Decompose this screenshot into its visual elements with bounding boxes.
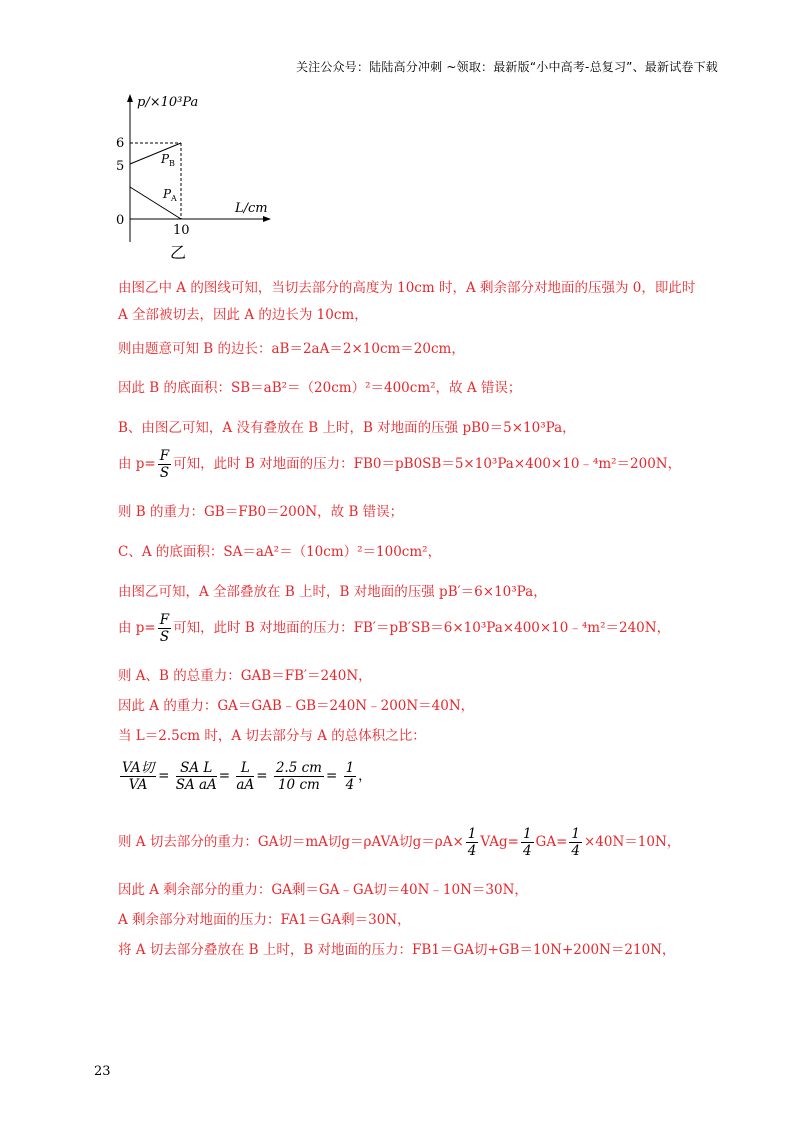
text-line: 当 L＝2.5cm 时，A 切去部分与 A 的总体积之比：	[118, 728, 426, 744]
graph-caption: 乙	[170, 243, 187, 262]
ytick-6: 6	[116, 136, 125, 151]
text-line: 则由题意可知 B 的边长：aB＝2aA＝2×10cm＝20cm，	[118, 341, 465, 357]
formula-line	[118, 448, 681, 481]
pb-sub: B	[169, 159, 175, 168]
fraction-f-over-s: $\frac{F}{S}$	[159, 612, 170, 645]
xtick-10: 10	[173, 223, 190, 238]
text-line: 因此 A 剩余部分的重力：GA剩＝GA﹣GA切＝40N﹣10N＝30N，	[118, 882, 528, 898]
formula-line: 则 A 切去部分的重力：GA切＝mA切g＝ρAVA切g＝ρA× $\frac{1}{4}$ VAg= $\frac{1}{4}$ GA= $\frac{1}{4}$ ×40N＝10N，	[118, 826, 681, 859]
text-line: 可知，此时 B 对地面的压力：FB0＝pB0SB＝5×10³Pa×400×10﹣⁴m²＝200N，	[173, 456, 682, 472]
pa-sub: A	[171, 194, 177, 203]
p-eq-label: 由 p=	[118, 456, 156, 472]
formula-line	[118, 612, 670, 645]
graph-xlabel: L/cm	[235, 201, 268, 216]
pb-label: P	[161, 152, 170, 166]
fraction-f-over-s: $\frac{F}{S}$	[159, 448, 170, 481]
text-line: 可知，此时 B 对地面的压力：FB′＝pB′SB＝6×10³Pa×400×10﹣⁴m²＝240N，	[173, 620, 671, 636]
text-line: C、A 的底面积：SA＝aA²＝（10cm）²＝100cm²，	[118, 544, 442, 560]
text-line: 由图乙可知，A 全部叠放在 B 上时，B 对地面的压强 pB′＝6×10³Pa，	[118, 584, 547, 600]
pressure-graph	[105, 92, 285, 262]
text-line: B、由图乙可知，A 没有叠放在 B 上时，B 对地面的压强 pB0＝5×10³Pa，	[118, 420, 576, 436]
text-line: 将 A 切去部分叠放在 B 上时，B 对地面的压力：FB1＝GA切+GB＝10N+200N＝210N，	[118, 942, 676, 958]
page-header: 关注公众号：陆陆高分冲刺 ~领取：最新版“小中高考-总复习”、最新试卷下载	[295, 60, 718, 74]
graph-ylabel: p/×10³Pa	[137, 95, 199, 110]
p-eq-label: 由 p=	[118, 620, 156, 636]
text-line: 由图乙中 A 的图线可知，当切去部分的高度为 10cm 时，A 剩余部分对地面的压强为 0，即此时	[118, 280, 696, 296]
text-line: A 剩余部分对地面的压力：FA1＝GA剩＝30N，	[118, 912, 411, 928]
text-line: 则 A、B 的总重力：GAB＝FB′＝240N，	[118, 668, 372, 684]
page-number: 23	[94, 1064, 111, 1079]
pa-label: P	[163, 187, 172, 201]
text-line: A 全部被切去，因此 A 的边长为 10cm，	[118, 307, 368, 323]
ytick-5: 5	[116, 159, 125, 174]
ytick-0: 0	[116, 213, 125, 228]
text-line: 则 B 的重力：GB＝FB0＝200N，故 B 错误；	[118, 504, 404, 520]
text-line: 因此 A 的重力：GA＝GAB﹣GB＝240N﹣200N＝40N，	[118, 698, 475, 714]
ratio-formula: $\frac{\text{VA切}}{VA}$ = $\frac{\text{SA L}}{\text{SA aA}}$ = $\frac{L}{aA}$ = $\frac{2.5 cm}{10 cm}$ = $\frac{1}{4}$ ，	[122, 760, 372, 793]
text-line: 因此 B 的底面积：SB＝aB²＝（20cm）²＝400cm²，故 A 错误；	[118, 380, 522, 396]
